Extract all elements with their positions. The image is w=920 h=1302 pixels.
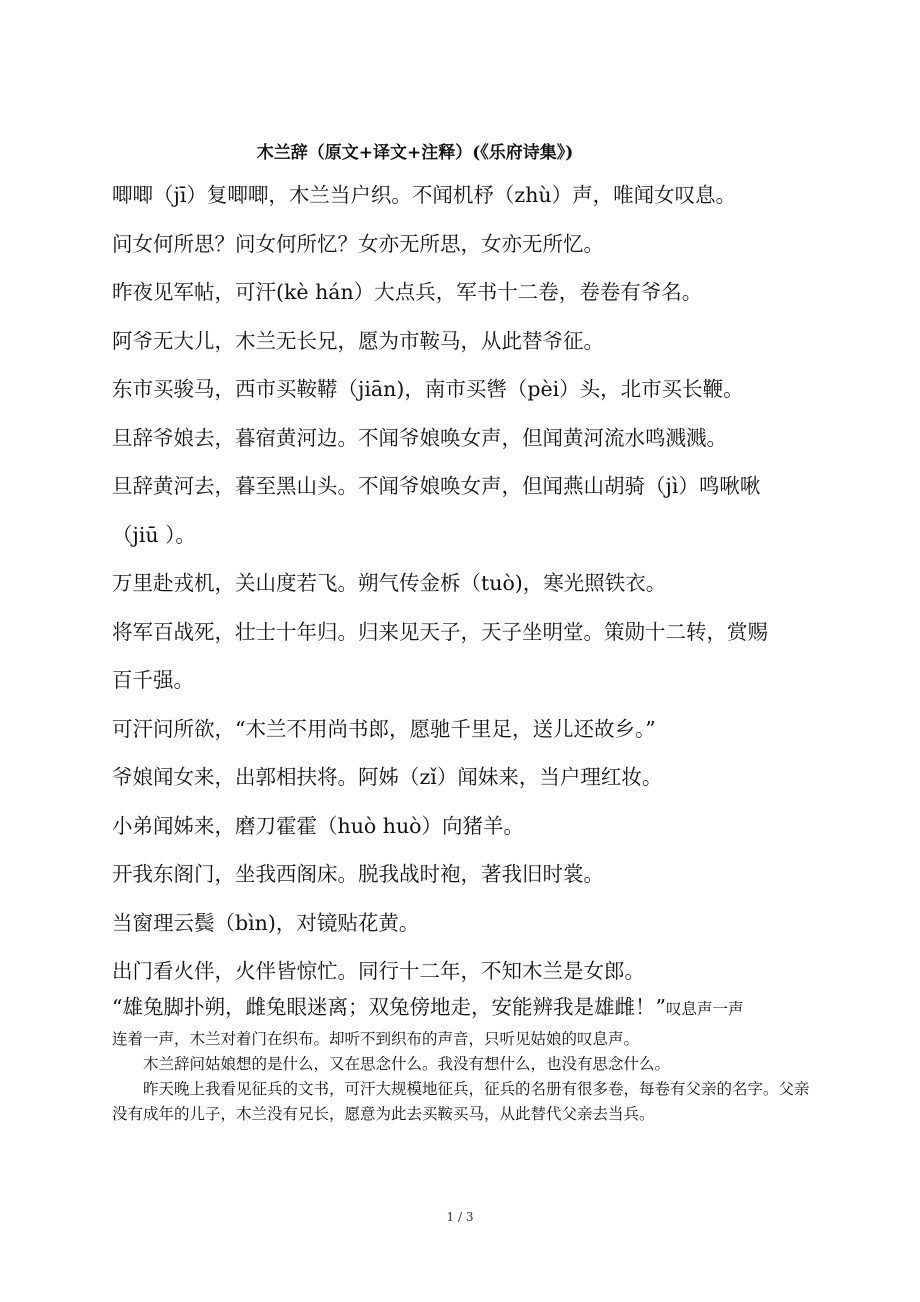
poem-line: 唧唧（jī）复唧唧，木兰当户织。不闻机杼（zhù）声，唯闻女叹息。: [112, 183, 737, 207]
translation-text: [112, 1027, 812, 1127]
poem-line: 开我东阁门，坐我西阁床。脱我战时袍，著我旧时裳。: [112, 862, 604, 886]
poem-line: 百千强。: [112, 668, 194, 692]
translation-paragraph: 连着一声，木兰对着门在织布。却听不到织布的声音，只听见姑娘的叹息声。: [112, 1030, 640, 1048]
poem-line: 爷娘闻女来，出郭相扶将。阿姊（zǐ）闻妹来，当户理红妆。: [112, 765, 663, 789]
poem-text: [112, 171, 812, 996]
poem-line: 可汗问所欲，“木兰不用尚书郎，愿驰千里足，送儿还故乡。”: [112, 716, 656, 741]
poem-line: 阿爷无大儿，木兰无长兄，愿为市鞍马，从此替爷征。: [112, 328, 604, 353]
translation-paragraph: 昨天晚上我看见征兵的文书，可汗大规模地征兵，征兵的名册有很多卷，每卷有父亲的名字。父亲没有成年的儿子，木兰没有兄长，愿意为此去买鞍买马，从此替代父亲去当兵。: [112, 1080, 810, 1123]
document-title: 木兰辞（原文+译文+注释）(《乐府诗集》): [256, 143, 574, 163]
poem-line: 问女何所思？问女何所忆？女亦无所思，女亦无所忆。: [112, 231, 604, 256]
poem-line: 将军百战死，壮士十年归。归来见天子，天子坐明堂。策勋十二转，赏赐: [112, 619, 768, 644]
poem-line: 旦辞爷娘去，暮宿黄河边。不闻爷娘唤女声，但闻黄河流水鸣溅溅。: [112, 425, 727, 450]
poem-final-verse: “雄兔脚扑朔，雌兔眼迷离；双兔傍地走，安能辨我是雄雌！”: [112, 995, 666, 1019]
poem-line: 出门看火伴，火伴皆惊忙。同行十二年，不知木兰是女郎。: [112, 959, 645, 983]
poem-line: 东市买骏马，西市买鞍鞯（jiān)，南市买辔（pèi）头，北市买长鞭。: [112, 377, 744, 401]
poem-line: （jiū ）。: [112, 522, 196, 547]
poem-final-line: [112, 990, 812, 1020]
poem-line: 万里赴戎机，关山度若飞。朔气传金柝（tuò)，寒光照铁衣。: [112, 571, 667, 595]
poem-line: 昨夜见军帖，可汗(kè hán）大点兵，军书十二卷，卷卷有爷名。: [112, 280, 703, 304]
translation-start: 叹息声一声: [665, 1000, 744, 1018]
poem-line: 小弟闻姊来，磨刀霍霍（huò huò）向猪羊。: [112, 813, 525, 838]
page-indicator: 1 / 3: [446, 1210, 474, 1224]
poem-line: 旦辞黄河去，暮至黑山头。不闻爷娘唤女声，但闻燕山胡骑（jì）鸣啾啾: [112, 474, 761, 498]
poem-line: 当窗理云鬓（bìn)，对镜贴花黄。: [112, 910, 420, 935]
translation-paragraph: 木兰辞问姑娘想的是什么，又在思念什么。我没有想什么，也没有思念什么。: [143, 1055, 671, 1073]
